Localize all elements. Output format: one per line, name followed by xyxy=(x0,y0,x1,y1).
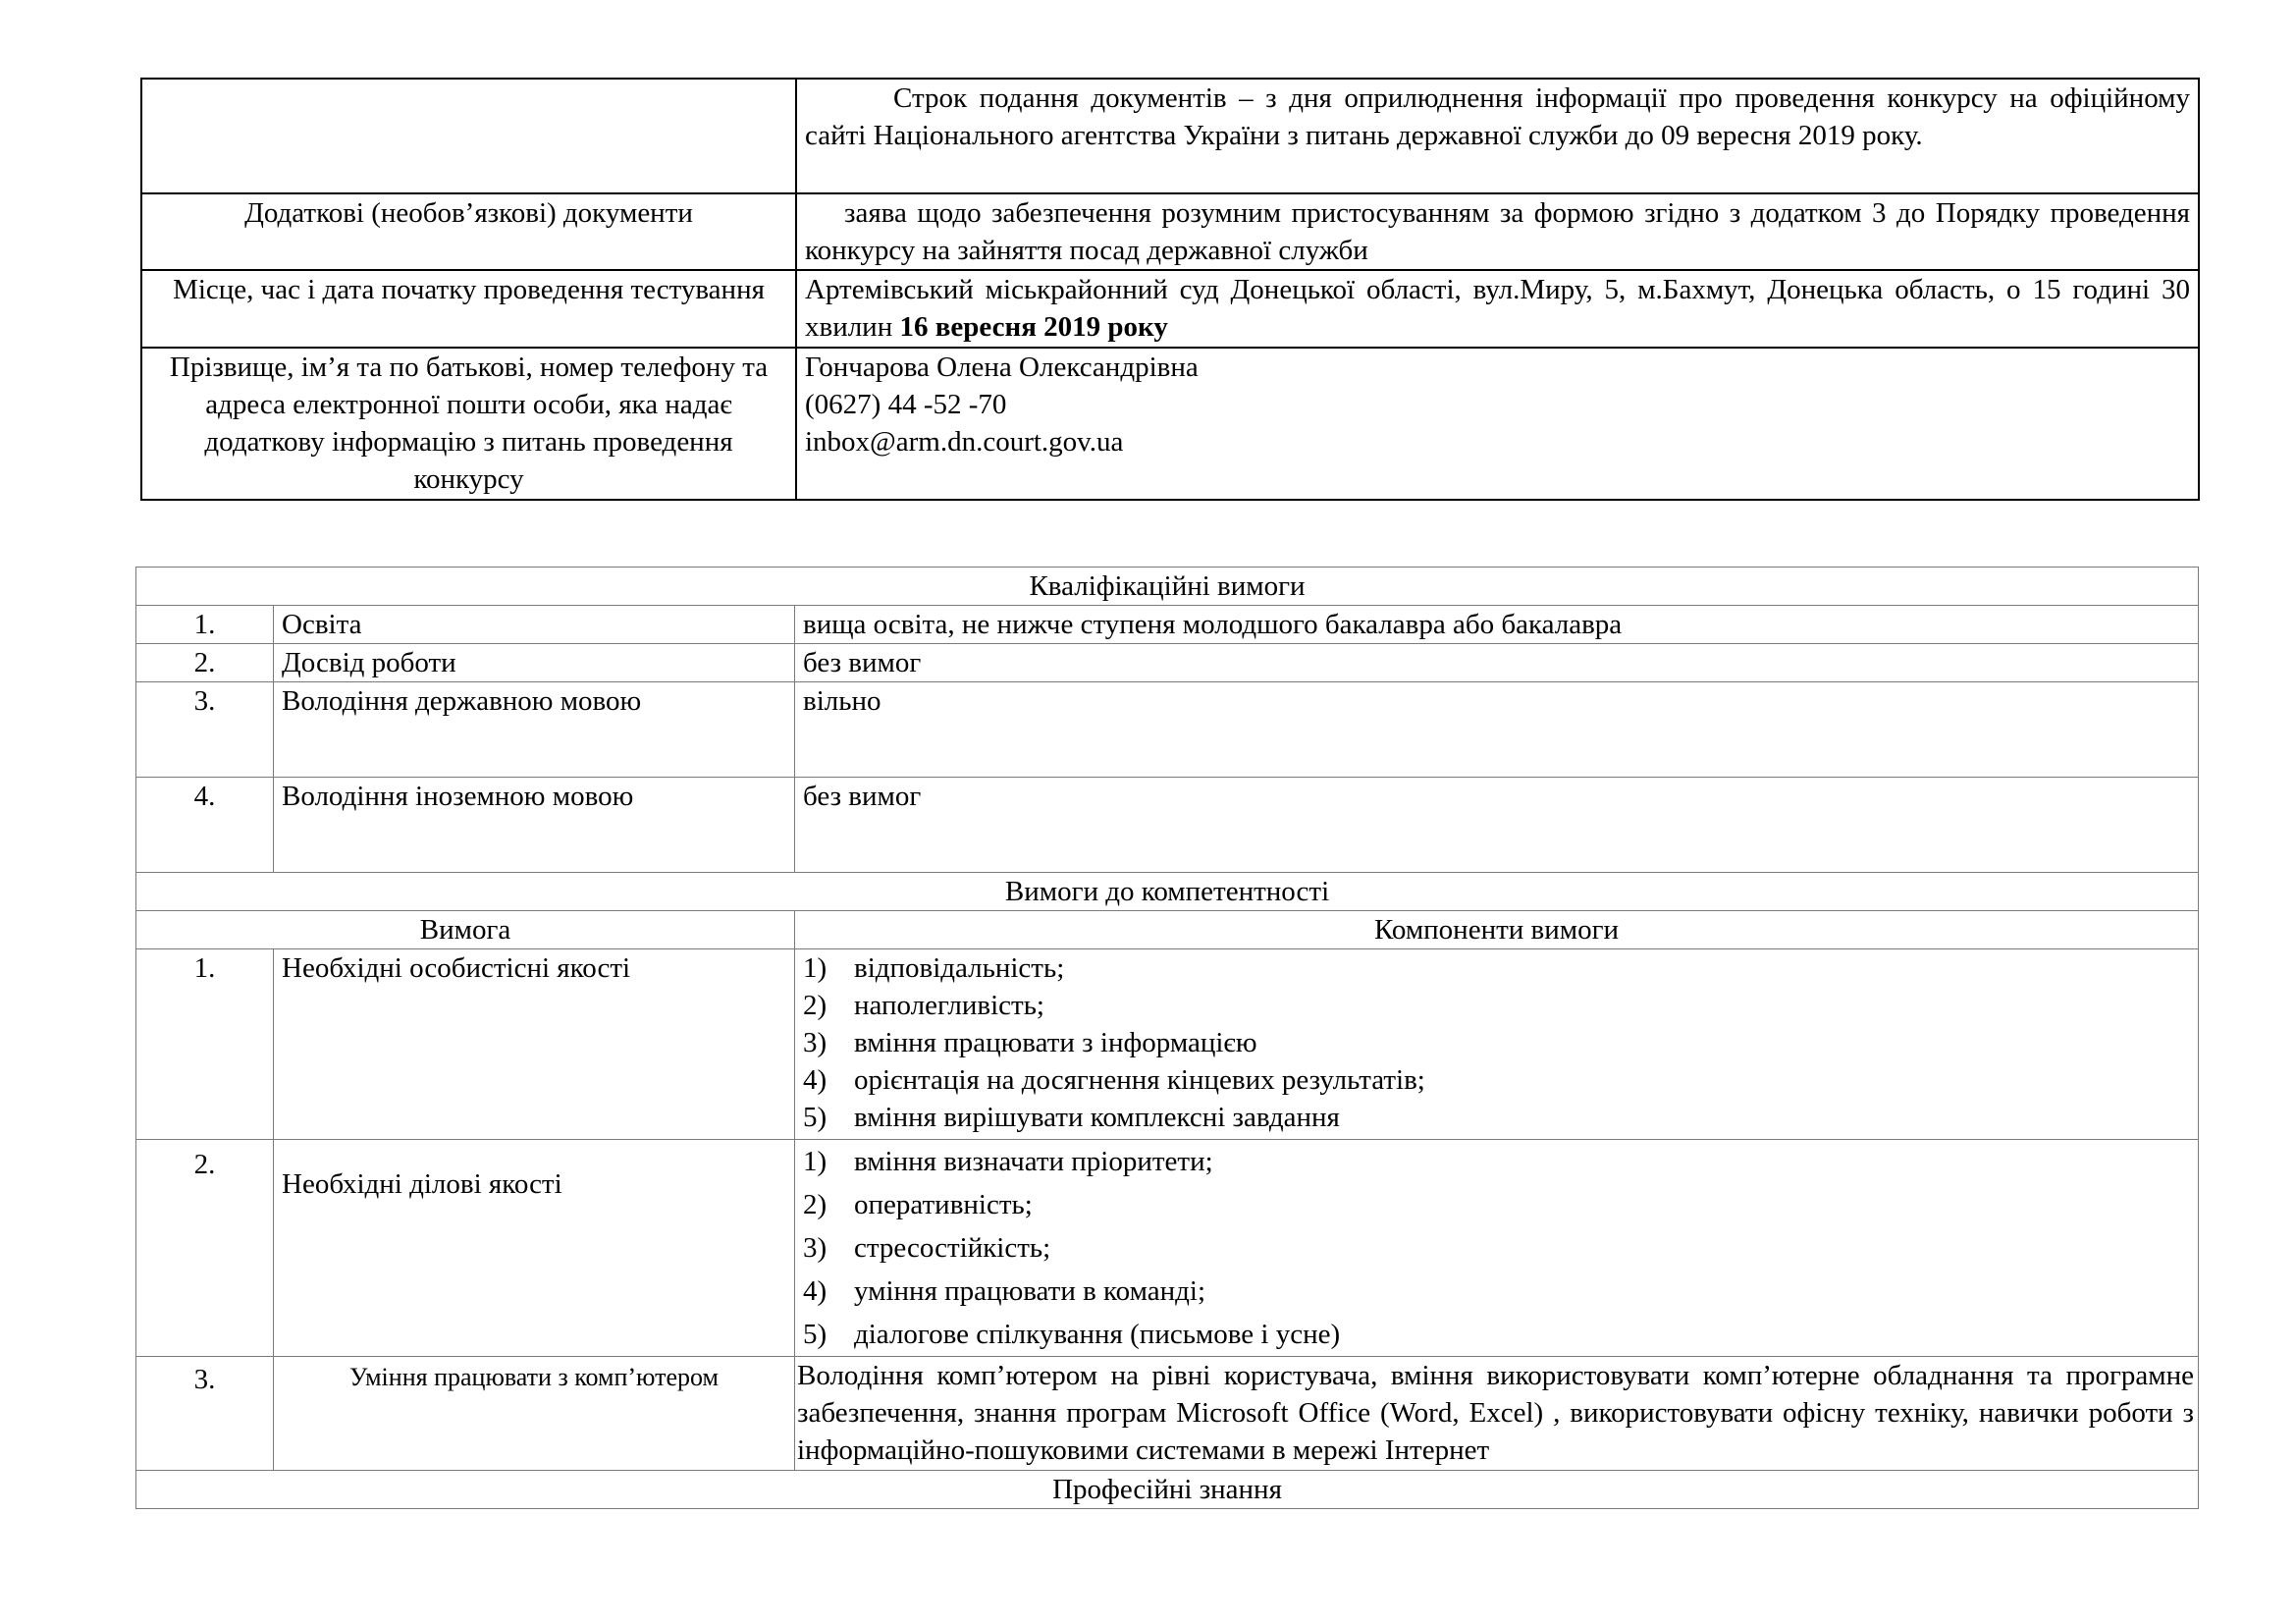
row-value: без вимог xyxy=(795,778,2199,873)
row-number: 1. xyxy=(136,606,274,644)
row-label xyxy=(141,79,796,193)
contact-info xyxy=(796,348,2199,500)
testing-location-text: Артемівський міськрайонний суд Донецької області, вул.Миру, 5, м.Бахмут, Донецька область, о 15 годині 30 хвилин 16 вересня 2019 року xyxy=(796,270,2199,348)
professional-knowledge-header: Професійні знання xyxy=(136,1471,2199,1509)
list-item: 4) уміння працювати в команді; xyxy=(803,1275,1206,1307)
table-row xyxy=(136,682,2199,778)
contact-name: Гончарова Олена Олександрівна xyxy=(805,352,1199,383)
table-row xyxy=(136,1140,2199,1357)
table-row xyxy=(136,644,2199,682)
row-value: вища освіта, не нижче ступеня молодшого бакалавра або бакалавра xyxy=(795,606,2199,644)
section-header-row xyxy=(136,568,2199,606)
requirement-column-header: Вимога xyxy=(136,911,795,949)
list-item: 3) стресостійкість; xyxy=(803,1232,1051,1264)
row-number: 3. xyxy=(136,682,274,778)
row-label: Володіння державною мовою xyxy=(274,682,795,778)
table-row xyxy=(141,270,2199,348)
column-header-row xyxy=(136,911,2199,949)
row-label: Місце, час і дата початку проведення тестування xyxy=(141,270,796,348)
row-label: Володіння іноземною мовою xyxy=(274,778,795,873)
row-label: Уміння працювати з комп’ютером xyxy=(274,1357,795,1471)
list-item: 1) вміння визначати пріоритети; xyxy=(803,1146,1213,1177)
list-item: 2) наполегливість; xyxy=(803,990,1044,1021)
application-info-table xyxy=(140,78,2200,501)
list-item: 5) діалогове спілкування (письмове і усне) xyxy=(803,1319,1341,1350)
section-header-row xyxy=(136,873,2199,911)
row-label: Досвід роботи xyxy=(274,644,795,682)
row-label: Прізвище, ім’я та по батькові, номер телефону та адреса електронної пошти особи, яка надає додаткову інформацію з питань проведення конкурсу xyxy=(141,348,796,500)
table-row xyxy=(141,79,2199,193)
row-number: 3. xyxy=(136,1357,274,1471)
table-row xyxy=(136,778,2199,873)
list-item: 4) орієнтація на досягнення кінцевих результатів; xyxy=(803,1064,1425,1096)
components-list xyxy=(795,1140,2199,1357)
row-value: вільно xyxy=(795,682,2199,778)
list-item: 1) відповідальність; xyxy=(803,952,1065,984)
table-row xyxy=(136,606,2199,644)
section-header-row xyxy=(136,1471,2199,1509)
contact-email: inbox@arm.dn.court.gov.ua xyxy=(805,426,1124,458)
table-row xyxy=(141,193,2199,270)
components-list xyxy=(795,949,2199,1140)
list-item: 3) вміння працювати з інформацією xyxy=(803,1027,1257,1058)
contact-phone: (0627) 44 -52 -70 xyxy=(805,389,1007,420)
components-column-header: Компоненти вимоги xyxy=(795,911,2199,949)
row-value: Володіння комп’ютером на рівні користувача, вміння використовувати комп’ютерне обладнання та програмне забезпечення, знання програм Microsoft Office (Word, Excel) , використовувати офісну техніку, навички роботи з інформаційно-пошуковими системами в мережі Інтернет xyxy=(795,1357,2199,1471)
row-number: 4. xyxy=(136,778,274,873)
row-label: Необхідні ділові якості xyxy=(274,1140,795,1357)
competence-header: Вимоги до компетентності xyxy=(136,873,2199,911)
qualification-header: Кваліфікаційні вимоги xyxy=(136,568,2199,606)
row-label: Освіта xyxy=(274,606,795,644)
table-row xyxy=(136,1357,2199,1471)
table-row xyxy=(136,949,2199,1140)
row-number: 1. xyxy=(136,949,274,1140)
list-item: 5) вміння вирішувати комплексні завдання xyxy=(803,1102,1340,1133)
submission-deadline-text: Строк подання документів – з дня оприлюднення інформації про проведення конкурсу на офіційному сайті Національного агентства України з питань державної служби до 09 вересня 2019 року. xyxy=(796,79,2199,193)
row-label: Необхідні особистісні якості xyxy=(274,949,795,1140)
row-number: 2. xyxy=(136,1140,274,1357)
row-value: без вимог xyxy=(795,644,2199,682)
testing-date: 16 вересня 2019 року xyxy=(899,311,1168,343)
row-number: 2. xyxy=(136,644,274,682)
list-item: 2) оперативність; xyxy=(803,1189,1033,1220)
additional-docs-text: заява щодо забезпечення розумним пристосуванням за формою згідно з додатком 3 до Порядку проведення конкурсу на зайняття посад державної служби xyxy=(796,193,2199,270)
table-row xyxy=(141,348,2199,500)
requirements-table xyxy=(135,567,2199,1509)
row-label: Додаткові (необов’язкові) документи xyxy=(141,193,796,270)
